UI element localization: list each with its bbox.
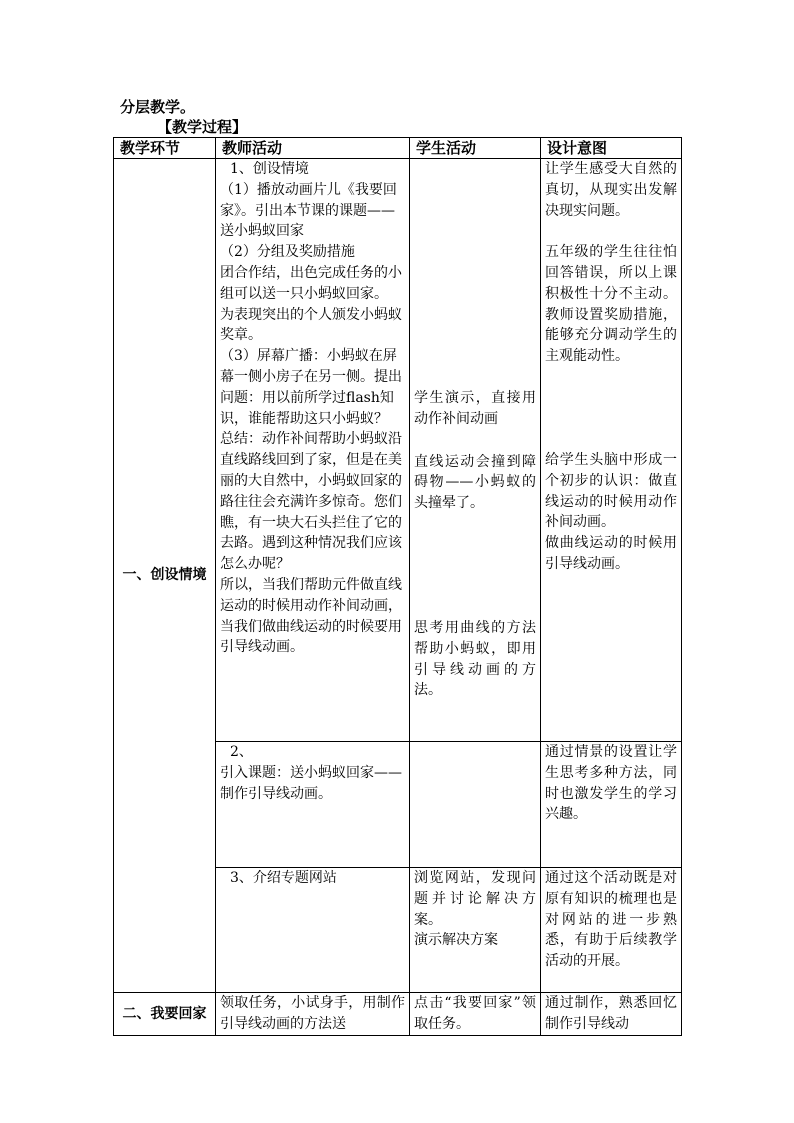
teacher-activity-cell (216, 159, 410, 742)
student-text: 浏览网站，发现问题并讨论解决方案。 (414, 870, 536, 928)
header-stage: 教学环节 (114, 138, 216, 159)
teacher-text: 引入课题：送小蚂蚁回家——制作引导线动画。 (220, 764, 402, 802)
table-row (114, 993, 682, 1036)
student-text: 直线运动会撞到障碍物——小蚂蚁的头撞晕了。 (414, 453, 536, 512)
student-text: 演示解决方案 (414, 932, 498, 949)
teacher-text: 总结：动作补间帮助小蚂蚁沿直线路线回到了家，但是在美丽的大自然中，小蚂蚁回家的路往往会充满许多惊奇。您们瞧，有一块大石头拦住了它的去路。遇到这种情况我们应该怎么办呢？ (220, 431, 402, 573)
teaching-process-table (113, 137, 682, 1036)
design-intent-cell (541, 159, 682, 742)
intent-text: 通过这个活动既是对原有知识的梳理也是对网站的进一步熟悉，有助于后续教学活动的开展。 (545, 870, 677, 970)
teacher-activity-cell (216, 742, 410, 868)
teacher-text: 2、 (230, 744, 253, 760)
intent-text: 做曲线运动的时候用引导线动画。 (545, 535, 677, 572)
intent-text: 让学生感受大自然的真切，从现实出发解决现实问题。 (545, 161, 677, 219)
student-text: 学生演示，直接用动作补间动画 (414, 390, 536, 427)
design-intent-cell (541, 993, 682, 1036)
header-teacher-activity: 教师活动 (216, 138, 410, 159)
teacher-text: 所以，当我们帮助元件做直线运动的时候用动作补间动画，当我们做曲线运动的时候要用引导线动画。 (220, 576, 402, 656)
teacher-text: （1）播放动画片儿《我要回家》。引出本节课的课题——送小蚂蚁回家 (220, 181, 397, 240)
teacher-text: 3、介绍专题网站 (230, 870, 337, 886)
teacher-text: （2）分组及奖励措施 (220, 244, 355, 261)
intent-text: 通过制作，熟悉回忆制作引导线动 (545, 995, 677, 1032)
teacher-text: （3）屏幕广播：小蚂蚁在屏幕一侧小房子在另一侧。提出问题：用以前所学过flash知识，谁能帮助这只小蚂蚁？ (220, 348, 402, 427)
table-header-row (114, 138, 682, 159)
intent-text: 通过情景的设置让学生思考多种方法，同时也激发学生的学习兴趣。 (545, 744, 677, 823)
table-row (114, 159, 682, 742)
student-activity-cell (410, 868, 541, 993)
student-activity-cell (410, 993, 541, 1036)
student-activity-cell (410, 742, 541, 868)
intent-text: 五年级的学生往往怕回答错误，所以上课积极性十分不主动。教师设置奖励措施，能够充分调动学生的主观能动性。 (545, 244, 677, 365)
section-heading: 【教学过程】 (157, 118, 248, 136)
teacher-text: 团合作结，出色完成任务的小组可以送一只小蚂蚁回家。 (220, 264, 402, 302)
student-text: 思考用曲线的方法帮助小蚂蚁，即用引导线动画的方法。 (414, 619, 536, 699)
student-text: 点击“我要回家”领取任务。 (414, 995, 536, 1032)
intro-text: 分层教学。 (120, 98, 196, 116)
teacher-text: 领取任务，小试身手，用制作引导线动画的方法送 (220, 995, 405, 1032)
intent-text: 给学生头脑中形成一个初步的认识：做直线运动的时候用动作补间动画。 (545, 451, 677, 531)
design-intent-cell (541, 868, 682, 993)
stage-label: 二、我要回家 (114, 993, 216, 1036)
stage-label: 一、创设情境 (114, 159, 216, 993)
header-student-activity: 学生活动 (410, 138, 541, 159)
teacher-activity-cell (216, 993, 410, 1036)
teacher-activity-cell (216, 868, 410, 993)
header-design-intent: 设计意图 (541, 138, 682, 159)
teacher-text: 1、创设情境 (230, 161, 309, 177)
design-intent-cell (541, 742, 682, 868)
teacher-text: 为表现突出的个人颁发小蚂蚁奖章。 (220, 306, 402, 344)
student-activity-cell (410, 159, 541, 742)
